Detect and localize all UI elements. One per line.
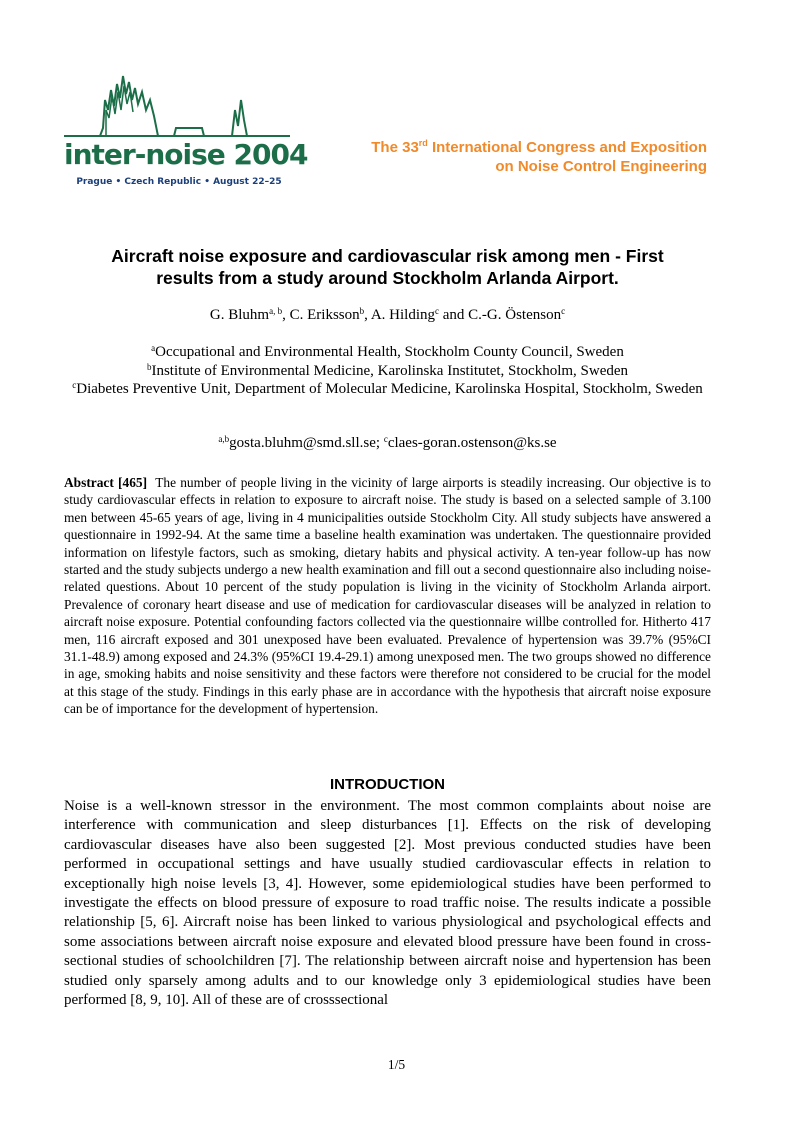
abstract-label: Abstract [465] <box>64 475 148 490</box>
email-list: $^{a,b}$gosta.bluhm@smd.sll.se; $^c$claes-goran.ostenson@ks.se <box>218 434 557 451</box>
logo-tagline: Prague • Czech Republic • August 22–25 <box>76 177 282 187</box>
affiliation: $^b$Institute of Environmental Medicine, Karolinska Institutet, Stockholm, Sweden <box>146 361 629 379</box>
conference-line-1: The 33rd International Congress and Exposition <box>371 138 707 156</box>
author-name: C.-G. Östenson <box>468 307 562 323</box>
email-address[interactable]: claes-goran.ostenson@ks.se <box>387 435 557 451</box>
abstract-text: The number of people living in the vicinity of large airports is steadily increasing. Our objective is to study cardiovascular effects in relation to exposure to aircraft noise. The study is based on a selected sample of 3.100 men between 45-65 years of age, living in 4 municipalities outside Stockholm City. All study subjects have answered a questionnaire in 1992-94. At the same time a baseline health examination was undertaken. The questionnaire provided information on lifestyle factors, such as smoking, dietary habits and physical activity. A ten-year follow-up has now started and the study subjects undergo a new health examination and fill out a second questionnaire also including noise-related questions. About 10 percent of the study population is living in the vicinity of Stockholm Arlanda airport. Prevalence of coronary heart disease and use of medication for cardiovascular diseases will be analyzed in relation to aircraft noise exposure. Potential confounding factors collected via the questionnaire willbe controlled for. Hitherto 417 men, 116 aircraft exposed and 301 unexposed have been evaluated. Prevalence of hypertension was 39.7% (95%CI 31.1-48.9) among exposed and 24.3% (95%CI 19.4-29.1) among unexposed men. The two groups showed no difference in age, smoking habits and noise sensitivity and these factors were therefore not considered to be crucial for the model at this stage of the study. Findings in this early phase are in accordance with the hypothesis that aircraft noise exposure can be of importance for the development of hypertension. <box>64 475 711 717</box>
author-name: C. Eriksson <box>289 307 360 323</box>
paper-title: Aircraft noise exposure and cardiovascular risk among men - First results from a study around Stockholm Arlanda Airport. <box>111 246 664 288</box>
author-affiliation-marker: c <box>434 306 439 316</box>
author-name: A. Hilding <box>370 307 435 323</box>
affiliation: $^c$Diabetes Preventive Unit, Department of Molecular Medicine, Karolinska Hospital, Stockholm, Sweden <box>72 380 703 397</box>
email-affiliation-marker: c <box>383 434 388 444</box>
email-address[interactable]: gosta.bluhm@smd.sll.se <box>229 435 376 451</box>
logo-wordmark: inter-noise 2004 <box>64 138 308 171</box>
author-affiliation-marker: b <box>359 306 365 316</box>
conference-logo <box>62 70 308 192</box>
author-list: G. Bluhm$^{a, b}$, C. Eriksson$^b$, A. Hilding$^c$ and C.-G. Östenson$^c$ <box>209 306 566 323</box>
conference-line-2: on Noise Control Engineering <box>495 158 707 175</box>
author-affiliation-marker: c <box>561 306 566 316</box>
introduction-text: Noise is a well-known stressor in the environment. The most common complaints about noise are interference with communication and sleep disturbances [1]. Effects on the risk of developing cardiovascular diseases have also been suggested [2]. Most previous conducted studies have been performed in occupational settings and have usually studied cardiovascular effects in relation to exceptionally high noise levels [3, 4]. However, some epidemiological studies have been performed to investigate the effects on blood pressure of exposure to road traffic noise. The results indicate a possible relationship [5, 6]. Aircraft noise has been linked to various physiological and psychological effects and some associations between aircraft noise exposure and elevated blood pressure have been found in cross-sectional studies of schoolchildren [7]. The relationship between aircraft noise and hypertension has been studied only sparsely among adults and to our knowledge only 3 epidemiological studies have been performed [8, 9, 10]. All of these are of crosssectional <box>64 798 711 1009</box>
conference-header <box>371 138 707 176</box>
email-affiliation-marker: a,b <box>218 434 230 444</box>
author-affiliation-marker: a, b <box>269 306 283 316</box>
page-number: 1/5 <box>387 1057 406 1072</box>
affiliation-list <box>64 343 711 399</box>
section-heading-introduction: INTRODUCTION <box>330 776 445 793</box>
affiliation: $^a$Occupational and Environmental Health, Stockholm County Council, Sweden <box>151 343 624 360</box>
abstract <box>64 474 711 718</box>
author-name: G. Bluhm <box>209 307 270 323</box>
